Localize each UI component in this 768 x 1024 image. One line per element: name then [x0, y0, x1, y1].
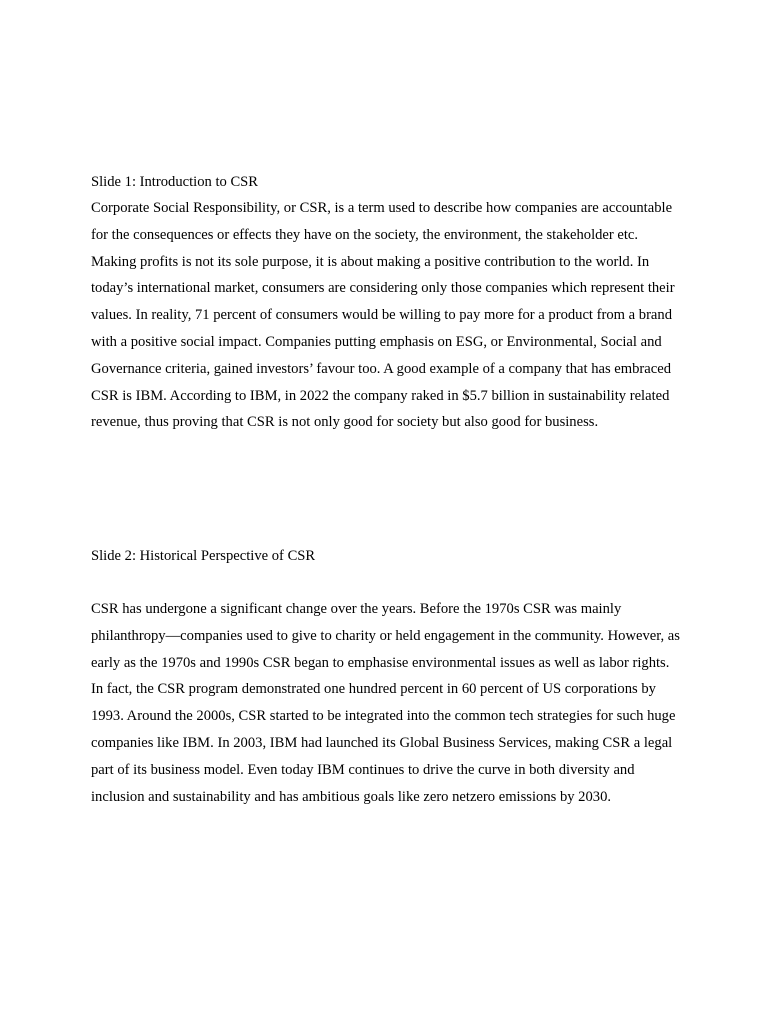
- slide-1-paragraph: Corporate Social Responsibility, or CSR, is a term used to describe how companies are accountable for the consequences or effects they have on the society, the environment, the stakeholder etc. Making profits is not its sole purpose, it is about making a positive contribution to the world. In today’s international market, consumers are considering only those companies which represent their values. In reality, 71 percent of consumers would be willing to pay more for a product from a brand with a positive social impact. Companies putting emphasis on ESG, or Environmental, Social and Governance criteria, gained investors’ favour too. A good example of a company that has embraced CSR is IBM. According to IBM, in 2022 the company raked in $5.7 billion in sustainability related revenue, thus proving that CSR is not only good for society but also good for business.: [91, 200, 675, 431]
- slide-2-paragraph: CSR has undergone a significant change over the years. Before the 1970s CSR was mainly philanthropy—companies used to give to charity or held engagement in the community. However, as early as the 1970s and 1990s CSR began to emphasise environmental issues as well as labor rights. In fact, the CSR program demonstrated one hundred percent in 60 percent of US corporations by 1993. Around the 2000s, CSR started to be integrated into the common tech strategies for such huge companies like IBM. In 2003, IBM had launched its Global Business Services, making CSR a legal part of its business model. Even today IBM continues to drive the curve in both diversity and inclusion and sustainability and has ambitious goals like zero netzero emissions by 2030.: [91, 601, 680, 805]
- slide-1-heading: Slide 1: Introduction to CSR: [91, 174, 259, 190]
- slide-2-heading: Slide 2: Historical Perspective of CSR: [91, 548, 316, 564]
